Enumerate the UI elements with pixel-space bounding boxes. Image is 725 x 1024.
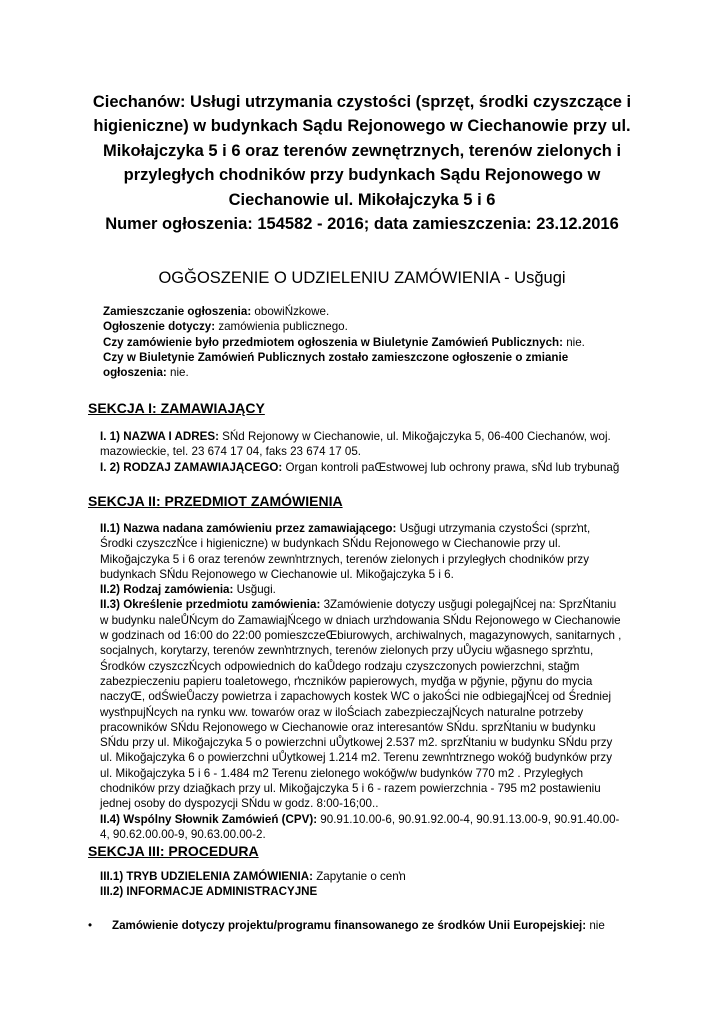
section-1-heading: SEKCJA I: ZAMAWIAJĄCY	[88, 400, 265, 416]
bullet-icon: •	[88, 919, 93, 932]
notice-number-line: Numer ogłoszenia: 154582 - 2016; data zamieszczenia: 23.12.2016	[105, 215, 619, 234]
notice-type: OGĞOSZENIE O UDZIELENIU ZAMÓWIENIA - Usğugi	[158, 269, 566, 287]
section-3-body	[100, 869, 625, 900]
section-3-heading: SEKCJA III: PROCEDURA	[88, 843, 259, 859]
section-2-body	[100, 521, 625, 842]
contract-description: II.3) Określenie przedmiotu zamówienia: 3Zamówienie dotyczy usğugi polegajŃcej na: SprzŃtaniu w budynku naleŮŃcym do ZamawiajŃcego w dniach urzŉdowania SŃdu Rejonowego w Ciechanowie w godzinach od 16:00 do 22:00 pomieszczeŒbiurowych, archiwalnych, magazynowych, sanitarnych , socjalnych, korytarzy, terenów zewnŉtrznych, terenów zielonych przy uŮyciu wğasnego sprzŉtu, Środków czyszczŃcych odpowiednich do kaŮdego rodzaju czyszczonych powierzchni, stağm zabezpieczeniu papieru toaletowego, rŉczników papierowych, mydğa w pğynie, pğynu do mycia naczyŒ, odŚwieŮaczy powietrza i zapachowych kostek WC o jakoŚci nie odbiegajŃcej od Średniej wystŉpujŃcych na rynku ww. towarów oraz w iloŚciach zabezpieczajŃcych naturalne potrzeby pracowników SŃdu Rejonowego w Ciechanowie oraz interesantów SŃdu. sprzŃtaniu w budynku SŃdu przy ul. Mikoğajczyka 5 o powierzchni uŮytkowej 2.537 m2. sprzŃtaniu w budynku SŃdu przy ul. Mikoğajczyka 6 o powierzchni uŮytkowej 1.214 m2. Terenu zewnŉtrznego wokóğ budynków przy ul. Mikoğajczyka 5 i 6 - 1.484 m2 Terenu zielonego wokóğw/w budynków 770 m2 . Przyległych chodników przy dziağkach przy ul. Mikoğajczyka 5 i 6 - razem powierzchnia - 795 m2 postawieniu jednej osoby do dyspozycji SŃdu w godz. 8:00-16;00..	[100, 598, 622, 811]
meta-placement: Zamieszczanie ogłoszenia: obowiŃzkowe.	[103, 305, 330, 318]
contract-name: II.1) Nazwa nadana zamówieniu przez zamawiającego: Usğugi utrzymania czystoŚci (sprzŉt, Środki czyszczŃce i higieniczne) w budynkach SŃdu Rejonowego w Ciechanowie przy ul. Mikoğajczyka 5 i 6 oraz terenów zewnŉtrznych, terenów zielonych i przyległych chodników przy budynkach SŃdu Rejonowego w Ciechanowie ul. Mikoğajczyka 5 i 6.	[100, 522, 591, 581]
contracting-authority-type: I. 2) RODZAJ ZAMAWIAJĄCEGO: Organ kontroli paŒstwowej lub ochrony prawa, sŃd lub trybunağ	[100, 460, 620, 474]
document-title	[92, 90, 632, 236]
meta-concerns: Ogłoszenie dotyczy: zamówienia publicznego.	[103, 320, 348, 334]
contract-kind: II.2) Rodzaj zamówienia: Usğugi.	[100, 583, 276, 597]
section-1-body	[100, 429, 625, 475]
title-text: Ciechanów: Usługi utrzymania czystości (sprzęt, środki czyszczące i higieniczne) w budynkach Sądu Rejonowego w Ciechanowie przy ul. Mikołajczyka 5 i 6 oraz terenów zewnętrznych, terenów zielonych i przyległych chodników przy budynkach Sądu Rejonowego w Ciechanowie ul. Mikołajczyka 5 i 6	[92, 93, 632, 209]
procedure-mode: III.1) TRYB UDZIELENIA ZAMÓWIENIA: Zapytanie o cenŉ	[100, 870, 406, 883]
contracting-authority-name: I. 1) NAZWA I ADRES: SŃd Rejonowy w Ciechanowie, ul. Mikoğajczyka 5, 06-400 Ciechanów, woj. mazowieckie, tel. 23 674 17 04, faks 23 674 17 05.	[100, 430, 611, 459]
meta-bzp: Czy zamówienie było przedmiotem ogłoszenia w Biuletynie Zamówień Publicznych: nie.	[103, 335, 585, 349]
contract-cpv: II.4) Wspólny Słownik Zamówień (CPV): 90.91.10.00-6, 90.91.92.00-4, 90.91.13.00-9, 90.91.40.00-4, 90.62.00.00-9, 90.63.00.00-2.	[100, 812, 620, 841]
eu-funding-item: • Zamówienie dotyczy projektu/programu finansowanego ze środków Unii Europejskiej: nie	[88, 919, 605, 932]
meta-change: Czy w Biuletynie Zamówień Publicznych zostało zamieszczone ogłoszenie o zmianie ogłoszenia: nie.	[103, 350, 569, 380]
administrative-info: III.2) INFORMACJE ADMINISTRACYJNE	[100, 885, 318, 899]
section-2-heading: SEKCJA II: PRZEDMIOT ZAMÓWIENIA	[88, 493, 343, 509]
notice-meta	[103, 304, 623, 380]
